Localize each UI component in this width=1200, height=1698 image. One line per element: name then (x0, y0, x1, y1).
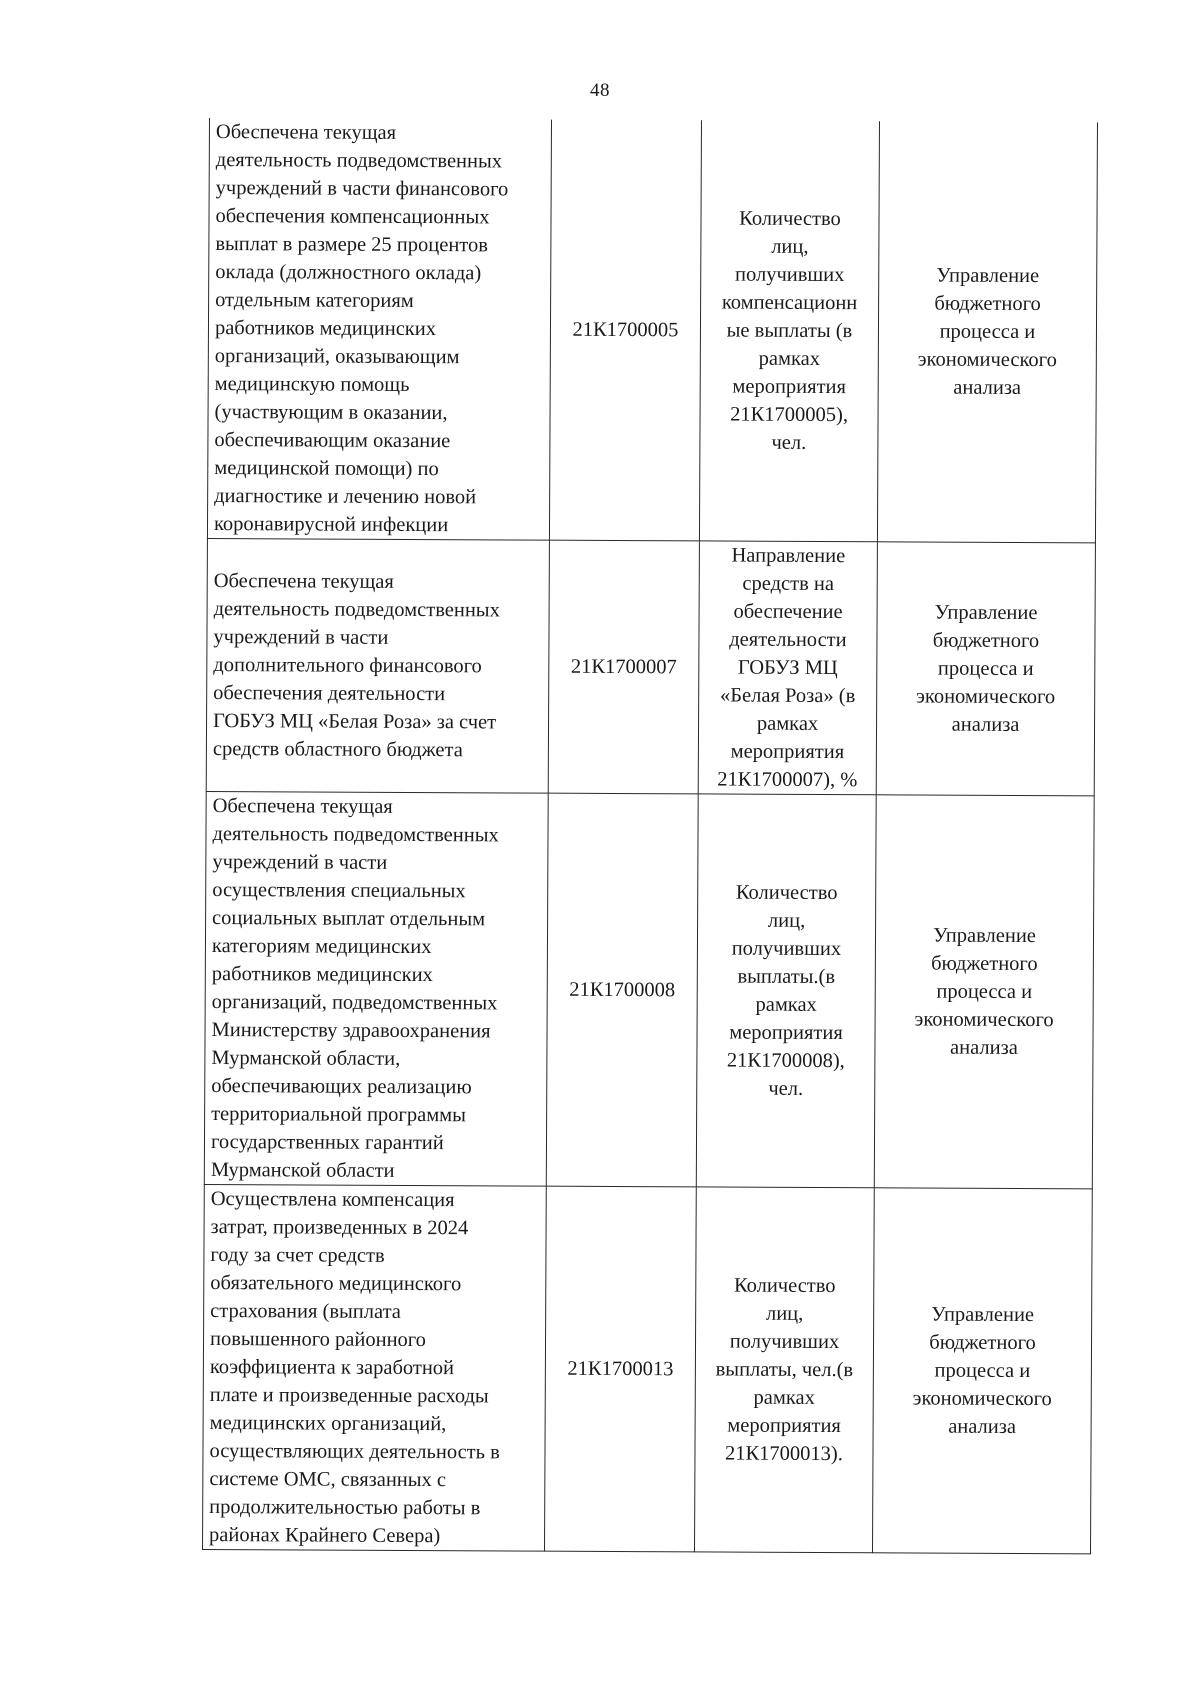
cell-line: страхования (выплата (210, 1300, 401, 1323)
cell-line: бюджетного (931, 952, 1038, 976)
cell-line: Министерству здравоохранения (211, 1019, 491, 1043)
cell-line: мероприятия (732, 375, 847, 399)
cell-line: рамках (755, 993, 817, 1016)
cell-line: обеспечивающим оказание (214, 429, 451, 453)
cell-line: 21К1700013). (724, 1442, 843, 1466)
cell-line: лиц, (767, 909, 806, 932)
cell-line: бюджетного (934, 292, 1041, 316)
cell-line: средств на (742, 572, 835, 596)
cell-line: Управление (936, 264, 1040, 288)
cell-line: категориям медицинских (211, 935, 432, 959)
cell-line: деятельность подведомственных (215, 149, 503, 173)
code-cell: 21К1700005 (549, 120, 701, 541)
responsible-cell (874, 795, 1094, 1189)
cell-line: работников медицинских (211, 963, 433, 987)
cell-line: анализа (953, 376, 1022, 399)
cell-line: рамках (756, 712, 819, 735)
cell-line: медицинских организаций, (209, 1412, 447, 1436)
cell-line: 21К1700008), (726, 1049, 845, 1073)
cell-line: организаций, оказывающим (214, 345, 460, 369)
cell-line: Количество (735, 881, 838, 905)
description-cell (207, 118, 551, 540)
cell-line: чел. (771, 431, 807, 454)
cell-line: получивших (734, 263, 845, 287)
indicator-cell (694, 1187, 874, 1553)
cell-line: получивших (731, 937, 842, 961)
cell-line: анализа (950, 1036, 1018, 1059)
cell-line: 21К1700007), % (717, 768, 858, 792)
cell-line: социальных выплат отдельным (212, 907, 486, 931)
cell-line: получивших (729, 1330, 840, 1354)
cell-line: средств областного бюджета (212, 738, 463, 762)
cell-line: затрат, произведенных в 2024 (210, 1216, 469, 1240)
cell-line: ые выплаты (в (726, 319, 853, 343)
cell-line: районах Крайнего Севера) (209, 1524, 441, 1548)
cell-line: медицинской помощи) по (214, 457, 439, 481)
responsible-cell (876, 542, 1095, 796)
cell-line: процесса и (934, 1359, 1031, 1383)
cell-line: 21К1700005), (730, 403, 849, 427)
cell-line: ГОБУЗ МЦ (737, 656, 838, 680)
cell-line: организаций, подведомственных (211, 991, 498, 1015)
cell-line: оклада (должностного оклада) (215, 261, 482, 285)
description-cell (206, 538, 549, 793)
cell-line: анализа (951, 713, 1020, 736)
cell-line: Мурманской области (210, 1159, 395, 1182)
cell-line: лиц, (765, 1302, 804, 1325)
cell-line: Количество (739, 207, 841, 231)
cell-line: процесса и (939, 320, 1036, 344)
cell-line: обеспечения компенсационных (215, 205, 490, 229)
code-cell: 21К1700013 (545, 1186, 697, 1552)
cell-line: бюджетного (932, 629, 1040, 653)
cell-line: Обеспечена текущая (215, 121, 397, 144)
cell-line: отдельным категориям (215, 289, 414, 313)
cell-line: мероприятия (727, 1414, 841, 1438)
cell-line: работников медицинских (214, 317, 437, 341)
cell-line: коэффициента к заработной (209, 1356, 455, 1380)
cell-line: году за счет средств (210, 1244, 385, 1267)
cell-line: процесса и (936, 980, 1033, 1004)
table-row (207, 118, 1097, 543)
cell-line: обеспечивающих реализацию (211, 1075, 472, 1099)
cell-line: дополнительного финансового (213, 654, 482, 678)
cell-line: экономического (917, 348, 1057, 372)
cell-line: мероприятия (730, 740, 845, 764)
cell-line: выплаты, чел.(в (715, 1358, 854, 1382)
indicator-cell (698, 541, 877, 795)
cell-line: (участвующим в оказании, (214, 401, 448, 425)
cell-line: рамках (758, 347, 821, 370)
cell-line: экономического (912, 1387, 1052, 1411)
cell-line: деятельность подведомственных (212, 823, 499, 847)
cell-line: обеспечение (733, 600, 843, 624)
indicator-cell (699, 120, 879, 541)
responsible-cell (877, 121, 1097, 543)
cell-line: учреждений в части (213, 626, 389, 649)
cell-line: Управление (933, 924, 1036, 948)
cell-line: обеспечения деятельности (213, 682, 446, 706)
indicator-cell (696, 794, 876, 1188)
cell-line: Мурманской области, (211, 1047, 401, 1070)
cell-line: системе ОМС, связанных с (209, 1468, 447, 1492)
code-cell: 21К1700008 (546, 793, 698, 1187)
cell-line: экономического (916, 685, 1056, 709)
cell-line: диагностике и лечению новой (214, 485, 477, 509)
cell-line: Обеспечена текущая (213, 570, 394, 593)
cell-line: государственных гарантий (210, 1131, 444, 1155)
responsible-cell (872, 1188, 1092, 1554)
cell-line: медицинскую помощь (214, 373, 410, 396)
table-row (203, 1184, 1093, 1553)
cell-line: обязательного медицинского (210, 1272, 462, 1296)
cell-line: учреждений в части финансового (215, 177, 509, 201)
measures-table (202, 118, 1098, 1554)
cell-line: Управление (931, 1303, 1035, 1327)
table-row (204, 791, 1094, 1188)
cell-line: чел. (768, 1077, 804, 1100)
description-cell (204, 791, 548, 1186)
cell-line: рамках (753, 1386, 815, 1409)
cell-line: компенсационн (721, 291, 858, 315)
description-cell (203, 1184, 547, 1551)
cell-line: выплат в размере 25 процентов (215, 233, 489, 257)
cell-line: продолжительностью работы в (209, 1496, 481, 1520)
cell-line: плате и произведенные расходы (209, 1384, 489, 1408)
cell-line: лиц, (771, 235, 809, 258)
cell-line: осуществляющих деятельность в (209, 1440, 500, 1464)
code-cell: 21К1700007 (548, 540, 699, 794)
cell-line: коронавирусной инфекции (213, 513, 449, 537)
cell-line: осуществления специальных (212, 879, 466, 903)
cell-line: процесса и (937, 657, 1034, 681)
cell-line: Управление (934, 601, 1038, 625)
cell-line: анализа (948, 1415, 1017, 1438)
cell-line: выплаты.(в (737, 965, 836, 989)
cell-line: экономического (914, 1008, 1054, 1032)
cell-line: бюджетного (929, 1331, 1036, 1355)
cell-line: Обеспечена текущая (212, 795, 393, 818)
table-row (206, 538, 1095, 795)
cell-line: Количество (733, 1274, 836, 1298)
cell-line: территориальной программы (211, 1103, 466, 1127)
cell-line: мероприятия (729, 1021, 843, 1045)
cell-line: деятельность подведомственных (213, 598, 500, 622)
cell-line: Осуществлена компенсация (210, 1188, 455, 1212)
cell-line: повышенного районного (209, 1328, 427, 1352)
cell-line: Направление (731, 544, 846, 568)
cell-line: ГОБУЗ МЦ «Белая Роза» за счет (212, 710, 497, 734)
cell-line: учреждений в части (212, 851, 388, 874)
page-number: 48 (590, 80, 610, 101)
cell-line: деятельности (729, 628, 847, 652)
cell-line: «Белая Роза» (в (720, 684, 856, 708)
